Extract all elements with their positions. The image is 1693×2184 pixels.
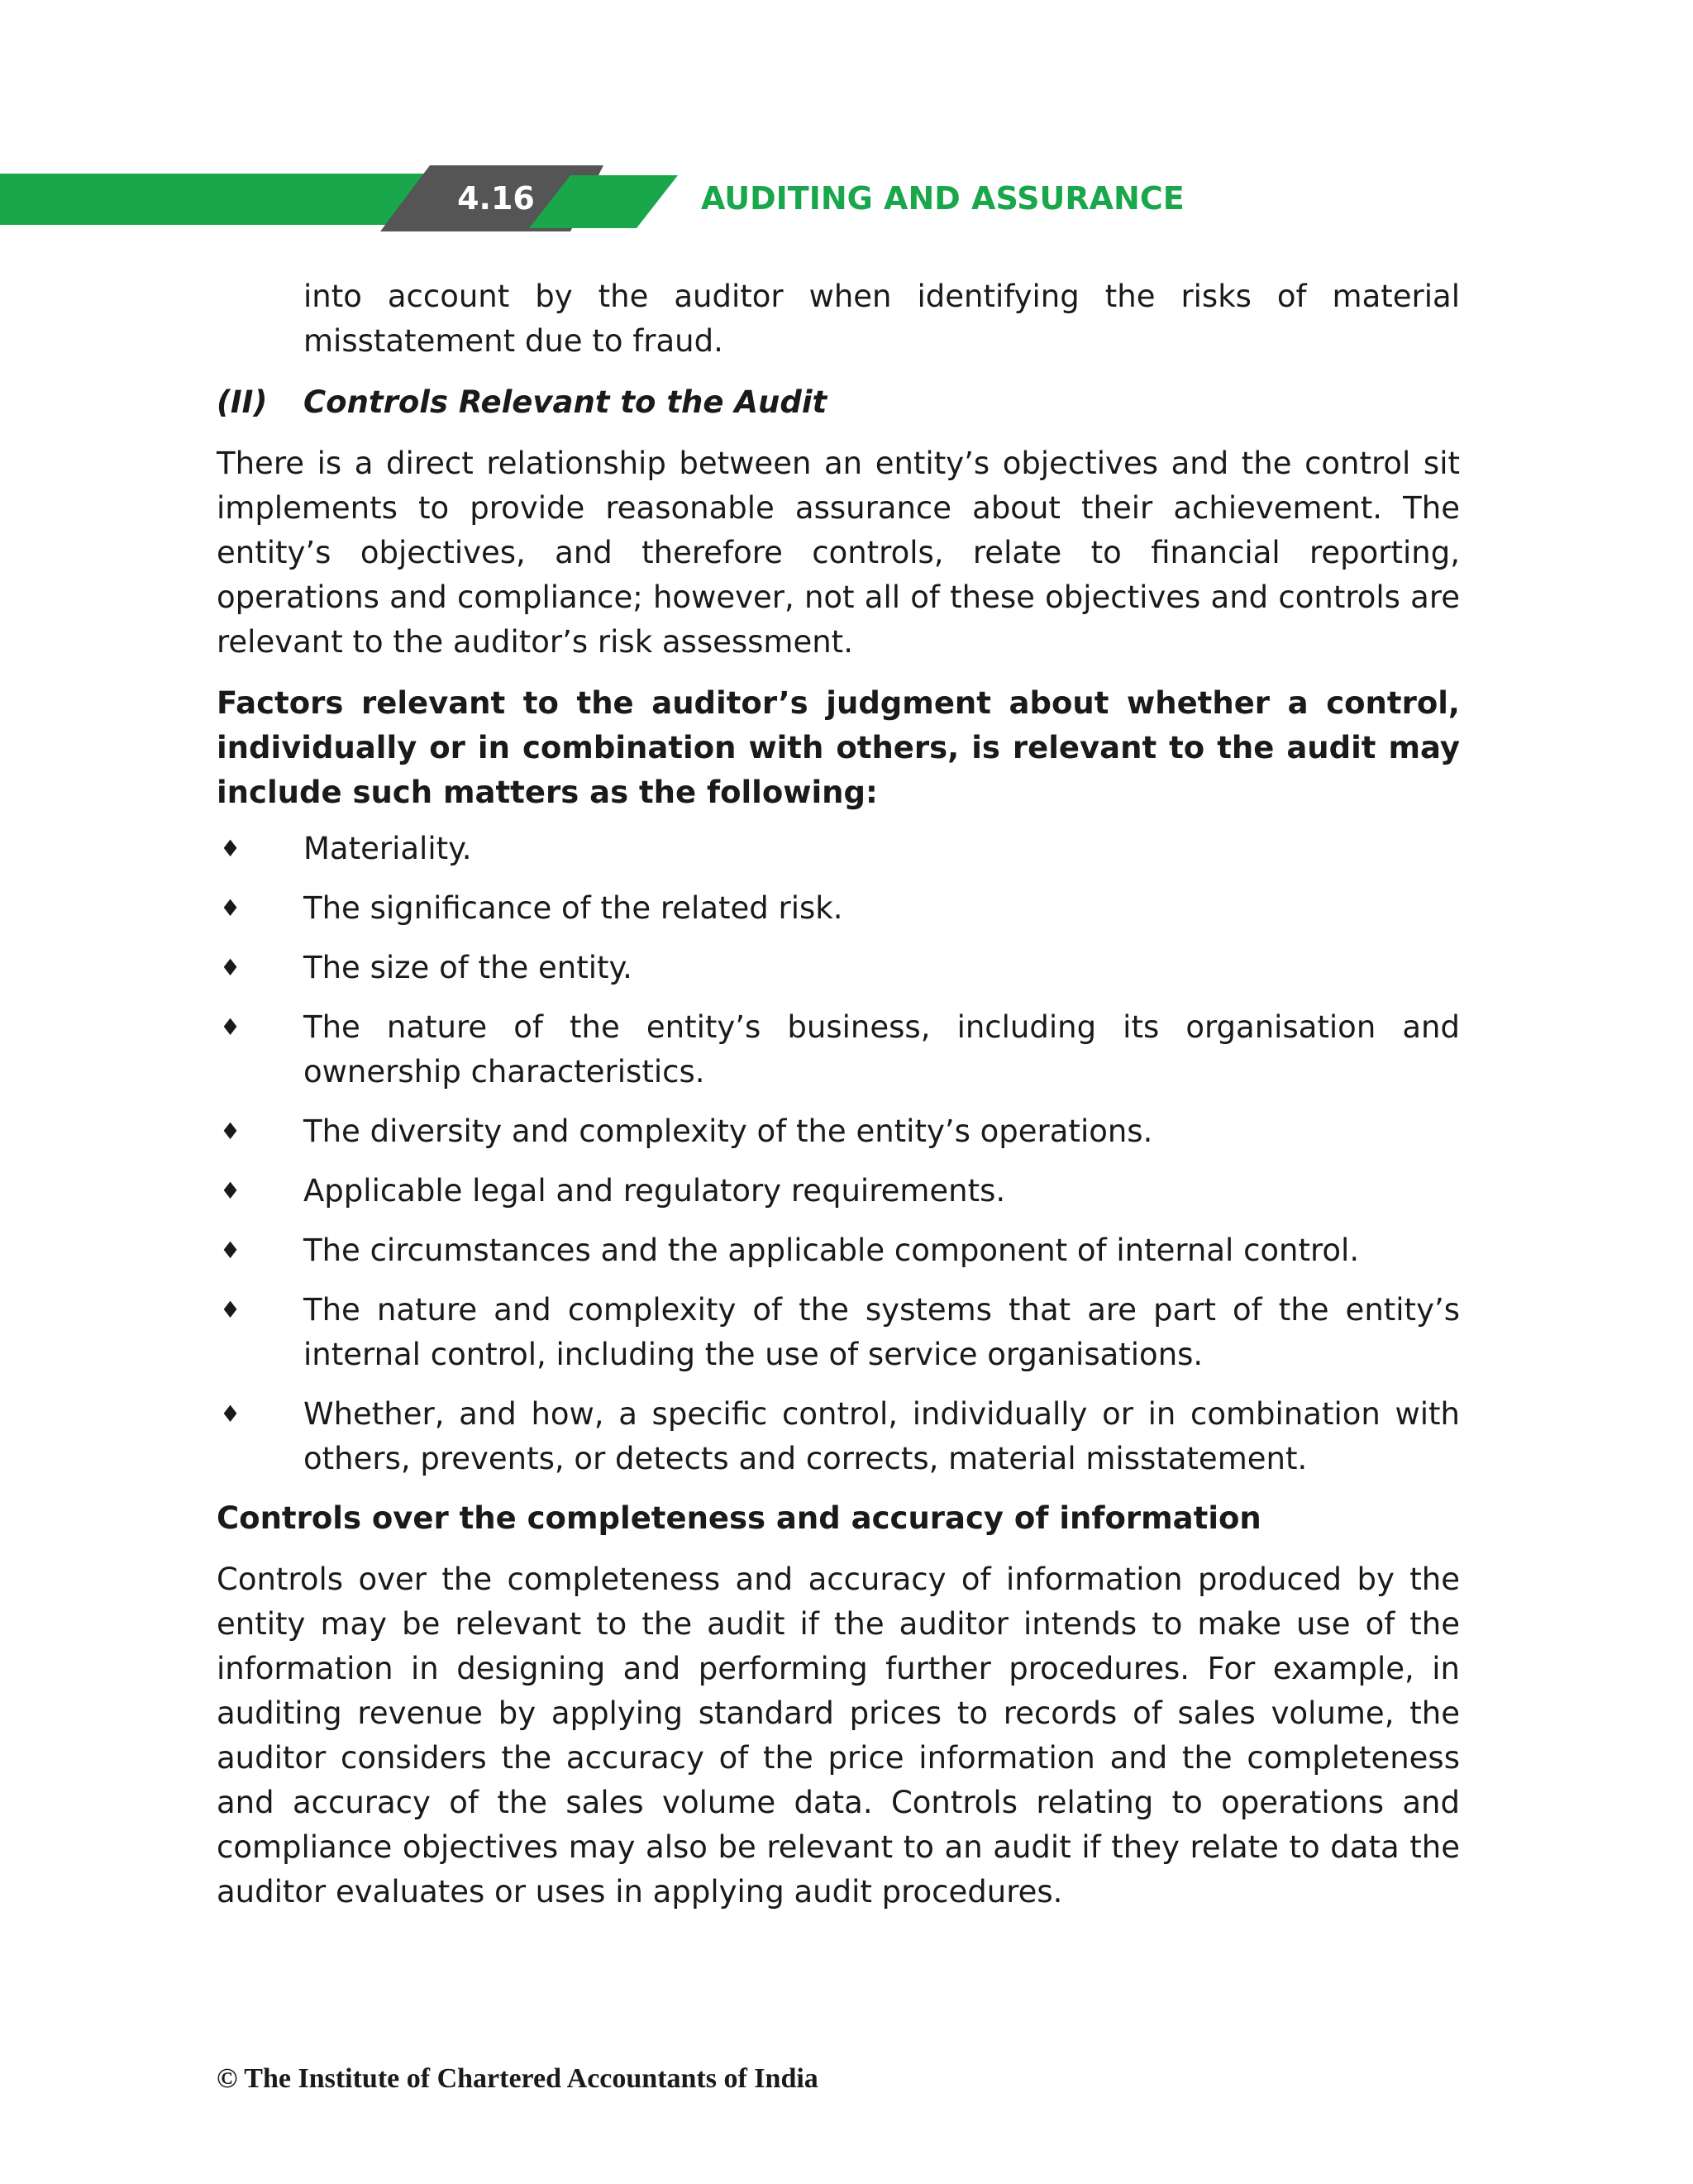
diamond-bullet-icon: ♦	[220, 835, 241, 862]
factors-list	[217, 827, 1460, 1481]
page-content	[217, 274, 1460, 1915]
list-item: ♦ Whether, and how, a specific control, individually or in combination with others, prevents, or detects and corrects, material misstatement.	[217, 1392, 1460, 1481]
diamond-bullet-icon: ♦	[220, 894, 241, 922]
diamond-bullet-icon: ♦	[220, 1118, 241, 1145]
diamond-bullet-icon: ♦	[220, 1296, 241, 1323]
subheading: Controls over the completeness and accuracy of information	[217, 1500, 1261, 1536]
footer-copyright: © The Institute of Chartered Accountants of India	[217, 2063, 818, 2094]
diamond-bullet-icon: ♦	[220, 954, 241, 981]
running-title: AUDITING AND ASSURANCE	[701, 180, 1185, 217]
list-item: ♦ The size of the entity.	[217, 946, 1460, 990]
diamond-bullet-icon: ♦	[220, 1400, 241, 1428]
section-heading	[217, 380, 1460, 425]
section-title: Controls Relevant to the Audit	[303, 384, 827, 420]
factors-heading: Factors relevant to the auditor’s judgment about whether a control, individually or in combination with others, is relevant to the audit may include such matters as the following:	[217, 685, 1460, 810]
page-number: 4.16	[457, 180, 535, 217]
diamond-bullet-icon: ♦	[220, 1237, 241, 1264]
list-item: ♦ The circumstances and the applicable component of internal control.	[217, 1228, 1460, 1273]
list-item: ♦ Applicable legal and regulatory requirements.	[217, 1169, 1460, 1214]
intro-paragraph: There is a direct relationship between an entity’s objectives and the control sit implements to provide reasonable assurance about their achievement. The entity’s objectives, and therefore controls, relate to financial reporting, operations and compliance; however, not all of these objectives and controls are relevant to the auditor’s risk assessment.	[217, 446, 1460, 660]
list-item: ♦ The nature of the entity’s business, including its organisation and ownership characteristics.	[217, 1005, 1460, 1094]
list-item: ♦ The diversity and complexity of the entity’s operations.	[217, 1109, 1460, 1154]
list-item: ♦ The significance of the related risk.	[217, 886, 1460, 931]
closing-paragraph: Controls over the completeness and accuracy of information produced by the entity may be relevant to the audit if the auditor intends to make use of the information in designing and performing further procedures. For example, in auditing revenue by applying standard prices to records of sales volume, the auditor considers the accuracy of the price information and the completeness and accuracy of the sales volume data. Controls relating to operations and compliance objectives may also be relevant to an audit if they relate to data the auditor evaluates or uses in applying audit procedures.	[217, 1562, 1460, 1910]
diamond-bullet-icon: ♦	[220, 1013, 241, 1041]
section-number: (II)	[217, 384, 268, 420]
diamond-bullet-icon: ♦	[220, 1177, 241, 1204]
list-item: ♦ Materiality.	[217, 827, 1460, 871]
continuation-paragraph: into account by the auditor when identifying the risks of material misstatement due to fraud.	[303, 279, 1460, 359]
list-item: ♦ The nature and complexity of the systems that are part of the entity’s internal control, including the use of service organisations.	[217, 1288, 1460, 1377]
